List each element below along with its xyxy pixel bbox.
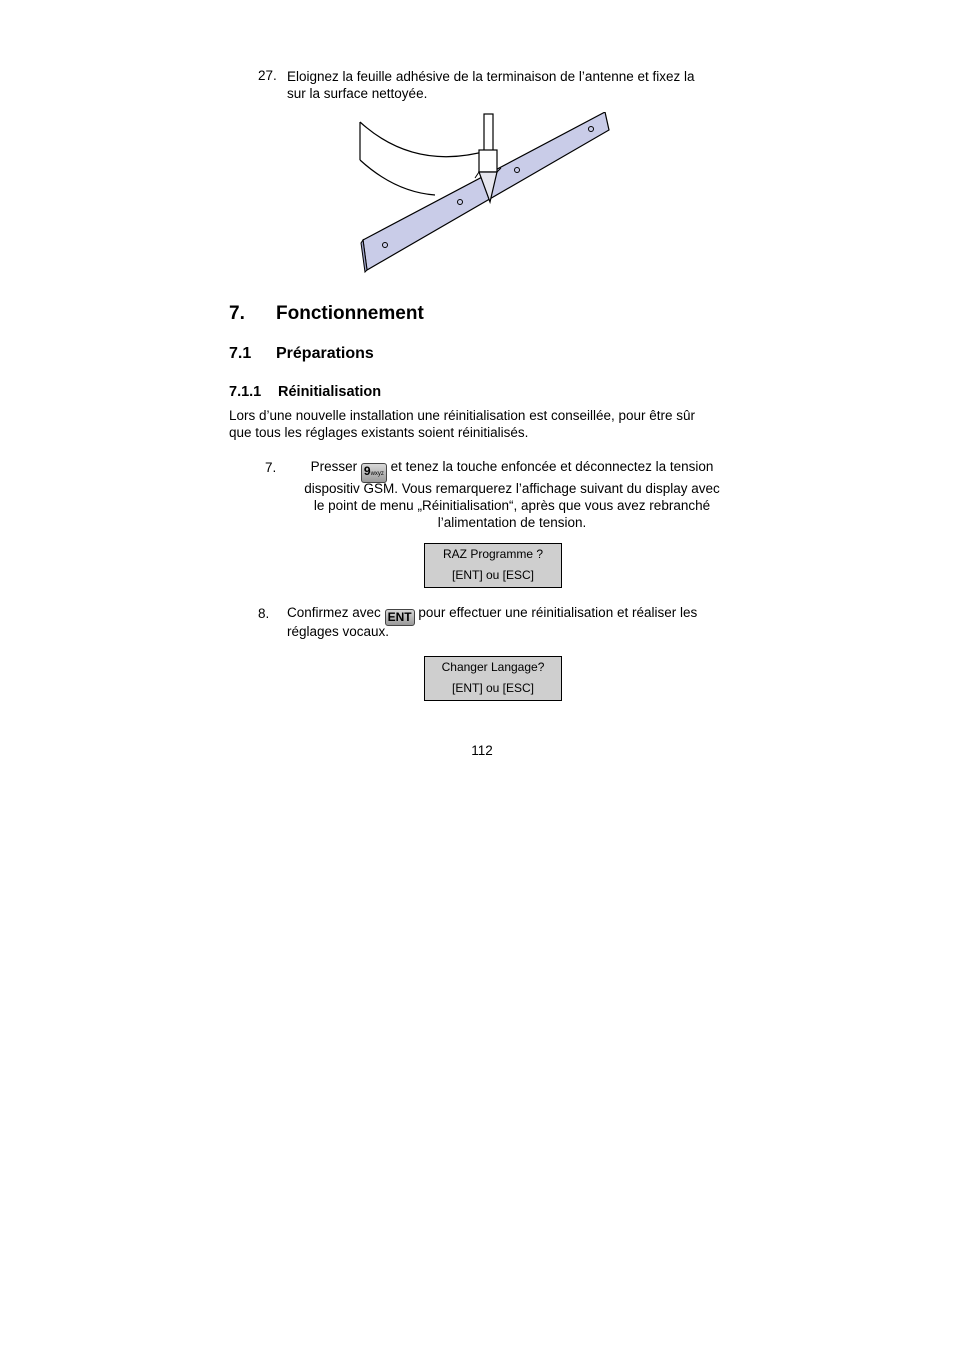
adhesive-sheet-lower-edge	[360, 160, 435, 195]
step-7-pre: Presser	[310, 459, 358, 474]
subsection-title: Préparations	[276, 345, 374, 362]
intro-line-1: Lors d’une nouvelle installation une réinitialisation est conseillée, pour être sûr	[229, 408, 696, 423]
step-8-line-2: réglages vocaux.	[287, 624, 390, 639]
section-heading	[229, 303, 424, 325]
ent-key-icon: ENT	[385, 609, 415, 626]
step-27-line-1: Eloignez la feuille adhésive de la terminaison de l’antenne et fixez la	[287, 69, 695, 84]
antenna-base	[479, 150, 497, 172]
step-7-line-3: le point de menu „Réinitialisation“, après que vous avez rebranché	[313, 498, 711, 513]
step-7-post: et tenez la touche enfoncée et déconnectez la tension	[390, 459, 714, 474]
lcd-line-2: [ENT] ou [ESC]	[451, 568, 535, 582]
subsection-number: 7.1	[229, 345, 252, 362]
lcd-display-reset	[424, 543, 562, 588]
lcd-line-2: [ENT] ou [ESC]	[451, 681, 535, 695]
antenna-rod	[484, 114, 493, 154]
step-8-text	[287, 603, 697, 640]
subsubsection-number: 7.1.1	[229, 384, 262, 400]
step-7-text	[287, 457, 737, 531]
subsubsection-title: Réinitialisation	[278, 384, 382, 400]
key-9-letters: wxyz	[370, 471, 384, 477]
subsection-heading	[229, 345, 374, 363]
step-27-line-2: sur la surface nettoyée.	[287, 86, 428, 101]
subsubsection-heading	[229, 384, 382, 400]
lcd-display-language	[424, 656, 562, 701]
section-title: Fonctionnement	[276, 303, 424, 324]
step-7-number: 7.	[265, 460, 277, 475]
step-7-line-2: dispositiv GSM. Vous remarquerez l’affichage suivant du display avec	[304, 481, 720, 496]
lcd-line-1: RAZ Programme ?	[442, 547, 544, 561]
page-number: 112	[471, 743, 493, 758]
key-9-digit: 9	[363, 464, 371, 478]
intro-paragraph	[229, 407, 695, 441]
section-number: 7.	[229, 303, 245, 324]
step-27-text	[287, 68, 695, 102]
antenna-mounting-illustration	[355, 112, 615, 277]
step-27-number: 27.	[258, 68, 277, 83]
adhesive-sheet-upper-edge	[360, 122, 490, 157]
step-8-post: pour effectuer une réinitialisation et réaliser les	[418, 605, 698, 620]
intro-line-2: que tous les réglages existants soient réinitialisés.	[229, 425, 529, 440]
lcd-line-1: Changer Langage?	[441, 660, 545, 674]
step-8-number: 8.	[258, 606, 270, 621]
step-8-pre: Confirmez avec	[287, 605, 381, 620]
step-7-line-4: l’alimentation de tension.	[437, 515, 587, 530]
